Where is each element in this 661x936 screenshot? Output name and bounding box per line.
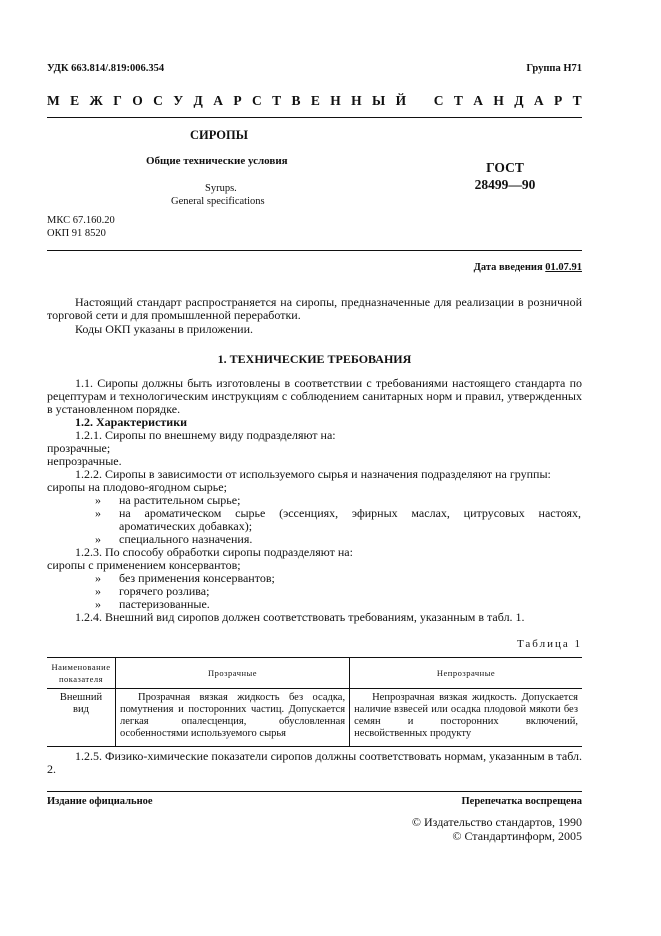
clause-1-2-1: 1.2.1. Сиропы по внешнему виду подразделяют на: [75, 428, 336, 442]
appearance-table [47, 657, 582, 747]
banner-letter: Д [193, 93, 203, 108]
banner-letter: У [173, 93, 184, 108]
list-item-text: пастеризованные. [119, 597, 210, 611]
section-heading: 1. ТЕХНИЧЕСКИЕ ТРЕБОВАНИЯ [217, 352, 412, 366]
list-item: сиропы с применением консервантов; [47, 558, 241, 572]
banner-letter: Т [272, 93, 282, 108]
banner-letter: В [291, 93, 301, 108]
list-item: сиропы на плодово-ягодном сырье; [47, 480, 227, 494]
intro-okp-note: Коды ОКП указаны в приложении. [75, 322, 254, 336]
divider [47, 117, 582, 118]
banner-letter: О [132, 93, 143, 108]
mks-code: МКС 67.160.20 [47, 215, 115, 226]
copyright-line: © Издательство стандартов, 1990 [411, 815, 582, 829]
table-cell: Внешний вид [47, 689, 116, 747]
column-header: Прозрачные [116, 658, 350, 689]
clause-1-1: 1.1. Сиропы должны быть изготовлены в соответствии с требованиями настоящего стандарта по рецептурам и технологическим инструкциям с соблюдением санитарных норм и правил, утвержденных в установленном порядке. [47, 376, 582, 416]
divider [47, 791, 582, 792]
banner-letter: М [47, 93, 60, 108]
okp-code: ОКП 91 8520 [47, 228, 106, 239]
banner-letter: Н [351, 93, 362, 108]
effective-date [474, 262, 582, 273]
banner-letter: А [533, 93, 544, 108]
list-item-text: на ароматическом сырье (эссенциях, эфирных маслах, цитрусовых настоях, ароматических добавках); [119, 506, 581, 533]
udk-code: УДК 663.814/.819:006.354 [47, 63, 165, 74]
intro-paragraph: Настоящий стандарт распространяется на сиропы, предназначенные для реализации в розничной торговой сети и для промышленной переработки. [47, 295, 582, 322]
table-cell: Прозрачная вязкая жидкость без осадка, помутнения и посторонних частиц. Допускается легкая опалесценция, обусловленная особенностями используемого сырья [116, 689, 350, 747]
table-cell: Непрозрачная вязкая жидкость. Допускается наличие взвесей или осадка плодовой мякоти без семян и посторонних включений, несвойственных продукту [350, 689, 582, 747]
classification-codes [47, 214, 115, 240]
banner-letter: Г [113, 93, 122, 108]
table-row [47, 689, 582, 747]
banner-letter: Н [330, 93, 341, 108]
banner-letter: Д [514, 93, 524, 108]
banner-letter: С [251, 93, 262, 108]
group-code: Группа Н71 [526, 63, 582, 74]
gost-code: 28499—90 [474, 177, 536, 192]
banner-letter: Т [572, 93, 582, 108]
copyright-line: © Стандартинформ, 2005 [452, 829, 582, 843]
banner-letter: С [153, 93, 163, 108]
list-item [47, 507, 582, 533]
english-title: Syrups. [205, 183, 237, 194]
list-item-text: без применения консервантов; [119, 571, 275, 585]
clause-1-2-3: 1.2.3. По способу обработки сиропы подразделяют на: [75, 545, 353, 559]
banner-letter: С [433, 93, 444, 108]
clause-1-2-5: 1.2.5. Физико-химические показатели сиропов должны соответствовать нормам, указанным в табл. 2. [47, 749, 582, 776]
banner-letter [417, 93, 424, 109]
banner-letter: Р [554, 93, 563, 108]
list-item: прозрачные; [47, 441, 111, 455]
clause-1-2-heading: 1.2. Характеристики [75, 415, 188, 429]
ditto-mark: » [95, 597, 101, 611]
banner-letter: Е [310, 93, 320, 108]
list-item: непрозрачные. [47, 454, 122, 468]
english-subtitle: General specifications [171, 196, 265, 207]
list-item-text: специального назначения. [119, 532, 253, 546]
clause-1-2-2: 1.2.2. Сиропы в зависимости от используемого сырья и назначения подразделяют на группы: [75, 467, 551, 481]
effective-date-value: 01.07.91 [545, 262, 582, 273]
list-item-text: на растительном сырье; [119, 493, 241, 507]
reprint-notice: Перепечатка воспрещена [461, 796, 582, 807]
table-caption: Таблица 1 [516, 638, 582, 650]
document-title: СИРОПЫ [190, 128, 249, 142]
ditto-mark: » [95, 584, 101, 598]
document-subtitle: Общие технические условия [146, 155, 288, 167]
banner-letter: Т [453, 93, 463, 108]
column-header: Непрозрачные [350, 658, 582, 689]
banner-letter: А [213, 93, 223, 108]
banner-letter: Й [395, 93, 407, 108]
banner-letter: Ж [89, 93, 103, 108]
banner-letter: Н [493, 93, 504, 108]
divider [47, 250, 582, 251]
banner-letter: Р [233, 93, 242, 108]
column-header: Наименование показателя [47, 658, 116, 689]
gost-label: ГОСТ [486, 160, 524, 175]
ditto-mark: » [95, 506, 101, 520]
banner-letter: Е [70, 93, 80, 108]
clause-1-2-4: 1.2.4. Внешний вид сиропов должен соответствовать требованиям, указанным в табл. 1. [75, 610, 525, 624]
ditto-mark: » [95, 493, 101, 507]
gost-number [470, 159, 540, 193]
ditto-mark: » [95, 571, 101, 585]
banner-letter: Ы [372, 93, 386, 108]
table-header-row [47, 658, 582, 689]
edition-note: Издание официальное [47, 796, 153, 807]
standard-banner [47, 93, 582, 109]
list-item-text: горячего розлива; [119, 584, 210, 598]
effective-date-label: Дата введения [473, 262, 543, 273]
ditto-mark: » [95, 532, 101, 546]
banner-letter: А [473, 93, 483, 108]
